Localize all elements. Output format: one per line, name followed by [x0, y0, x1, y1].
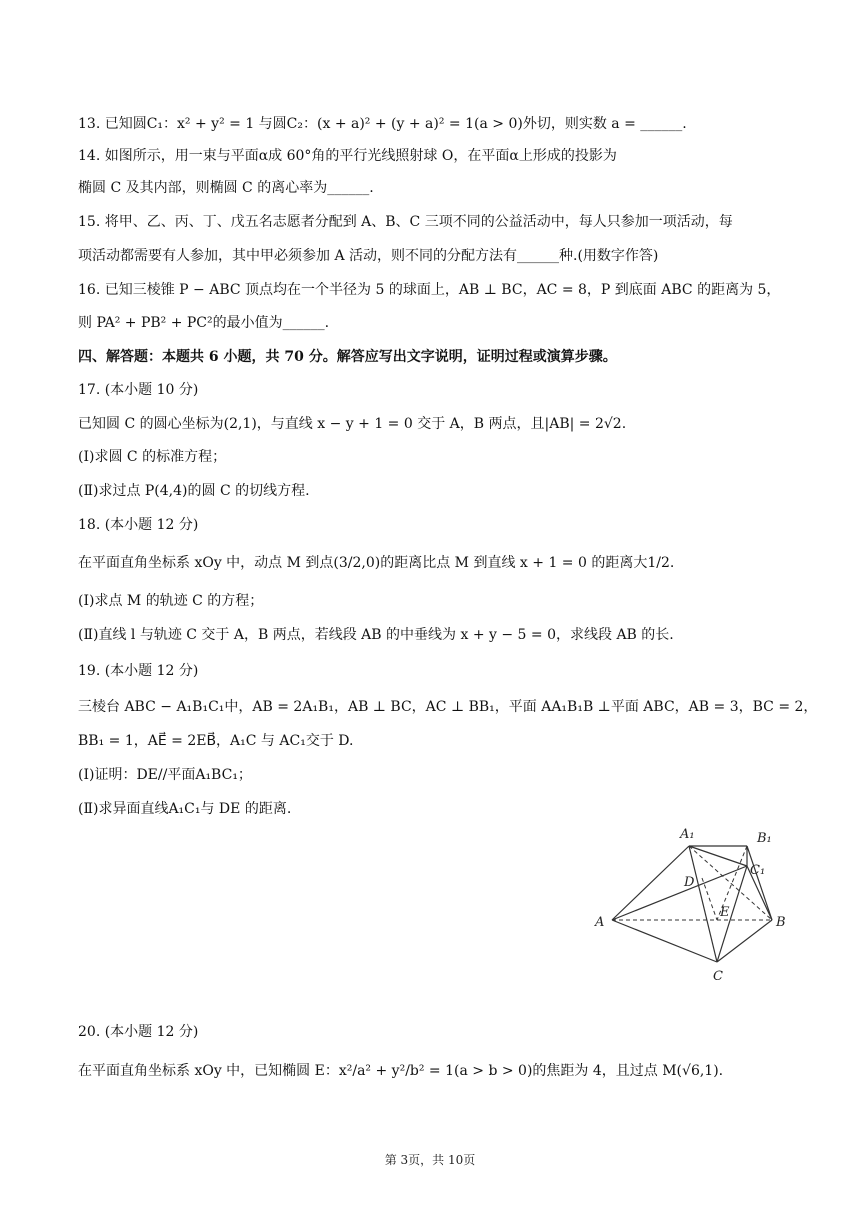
question-14-line-2: 椭圆 C 及其内部，则椭圆 C 的离心率为______. — [78, 180, 374, 196]
label-d: D — [684, 875, 695, 890]
label-a: A — [595, 915, 605, 930]
question-18-header: 18. (本小题 12 分) — [78, 517, 199, 533]
question-17-part-2: (Ⅱ)求过点 P(4,4)的圆 C 的切线方程. — [78, 483, 310, 499]
page-footer: 第 3页，共 10页 — [384, 1153, 476, 1167]
question-17-header: 17. (本小题 10 分) — [78, 382, 199, 398]
question-20-header: 20. (本小题 12 分) — [78, 1024, 199, 1040]
label-b: B — [776, 915, 786, 930]
label-c1: C₁ — [750, 863, 766, 878]
question-19-stem-1: 三棱台 ABC − A₁B₁C₁中，AB = 2A₁B₁，AB ⊥ BC，AC ⊥ BB₁，平面 AA₁B₁B ⊥平面 ABC，AB = 3，BC = 2， — [78, 699, 818, 715]
question-18-part-2: (Ⅱ)直线 l 与轨迹 C 交于 A，B 两点，若线段 AB 的中垂线为 x + y − 5 = 0，求线段 AB 的长. — [78, 627, 674, 643]
section-heading: 四、解答题：本题共 6 小题，共 70 分。解答应写出文字说明，证明过程或演算步骤。 — [78, 349, 617, 365]
question-18-part-1: (Ⅰ)求点 M 的轨迹 C 的方程； — [78, 593, 264, 609]
question-19-header: 19. (本小题 12 分) — [78, 663, 199, 679]
question-18-stem: 在平面直角坐标系 xOy 中，动点 M 到点(3/2,0)的距离比点 M 到直线 x + 1 = 0 的距离大1/2. — [78, 555, 675, 571]
label-a1: A₁ — [680, 827, 695, 842]
question-17-part-1: (Ⅰ)求圆 C 的标准方程； — [78, 449, 227, 465]
question-16-line-1: 16. 已知三棱锥 P − ABC 顶点均在一个半径为 5 的球面上，AB ⊥ BC，AC = 8，P 到底面 ABC 的距离为 5， — [78, 282, 781, 298]
question-20-stem: 在平面直角坐标系 xOy 中，已知椭圆 E：x²/a² + y²/b² = 1(a > b > 0)的焦距为 4，且过点 M(√6,1). — [78, 1063, 724, 1079]
question-19-part-2: (Ⅱ)求异面直线A₁C₁与 DE 的距离. — [78, 801, 292, 817]
question-19-stem-2: BB₁ = 1，AE⃗ = 2EB⃗，A₁C 与 AC₁交于 D. — [78, 733, 354, 749]
frustum-figure — [592, 822, 792, 987]
question-15-line-1: 15. 将甲、乙、丙、丁、戊五名志愿者分配到 A、B、C 三项不同的公益活动中，每人只参加一项活动，每 — [78, 214, 733, 230]
question-17-stem: 已知圆 C 的圆心坐标为(2,1)，与直线 x − y + 1 = 0 交于 A，B 两点，且|AB| = 2√2. — [78, 416, 627, 432]
question-16-line-2: 则 PA² + PB² + PC²的最小值为______. — [78, 315, 330, 331]
question-14-line-1: 14. 如图所示，用一束与平面α成 60°角的平行光线照射球 O，在平面α上形成的投影为 — [78, 148, 617, 164]
question-15-line-2: 项活动都需要有人参加，其中甲必须参加 A 活动，则不同的分配方法有______种.(用数字作答) — [78, 248, 659, 264]
question-13: 13. 已知圆C₁：x² + y² = 1 与圆C₂：(x + a)² + (y + a)² = 1(a > 0)外切，则实数 a = ______. — [78, 116, 687, 132]
question-19-part-1: (Ⅰ)证明：DE//平面A₁BC₁； — [78, 767, 252, 783]
label-c: C — [713, 969, 723, 984]
label-b1: B₁ — [757, 831, 772, 846]
label-e: E — [720, 905, 730, 920]
